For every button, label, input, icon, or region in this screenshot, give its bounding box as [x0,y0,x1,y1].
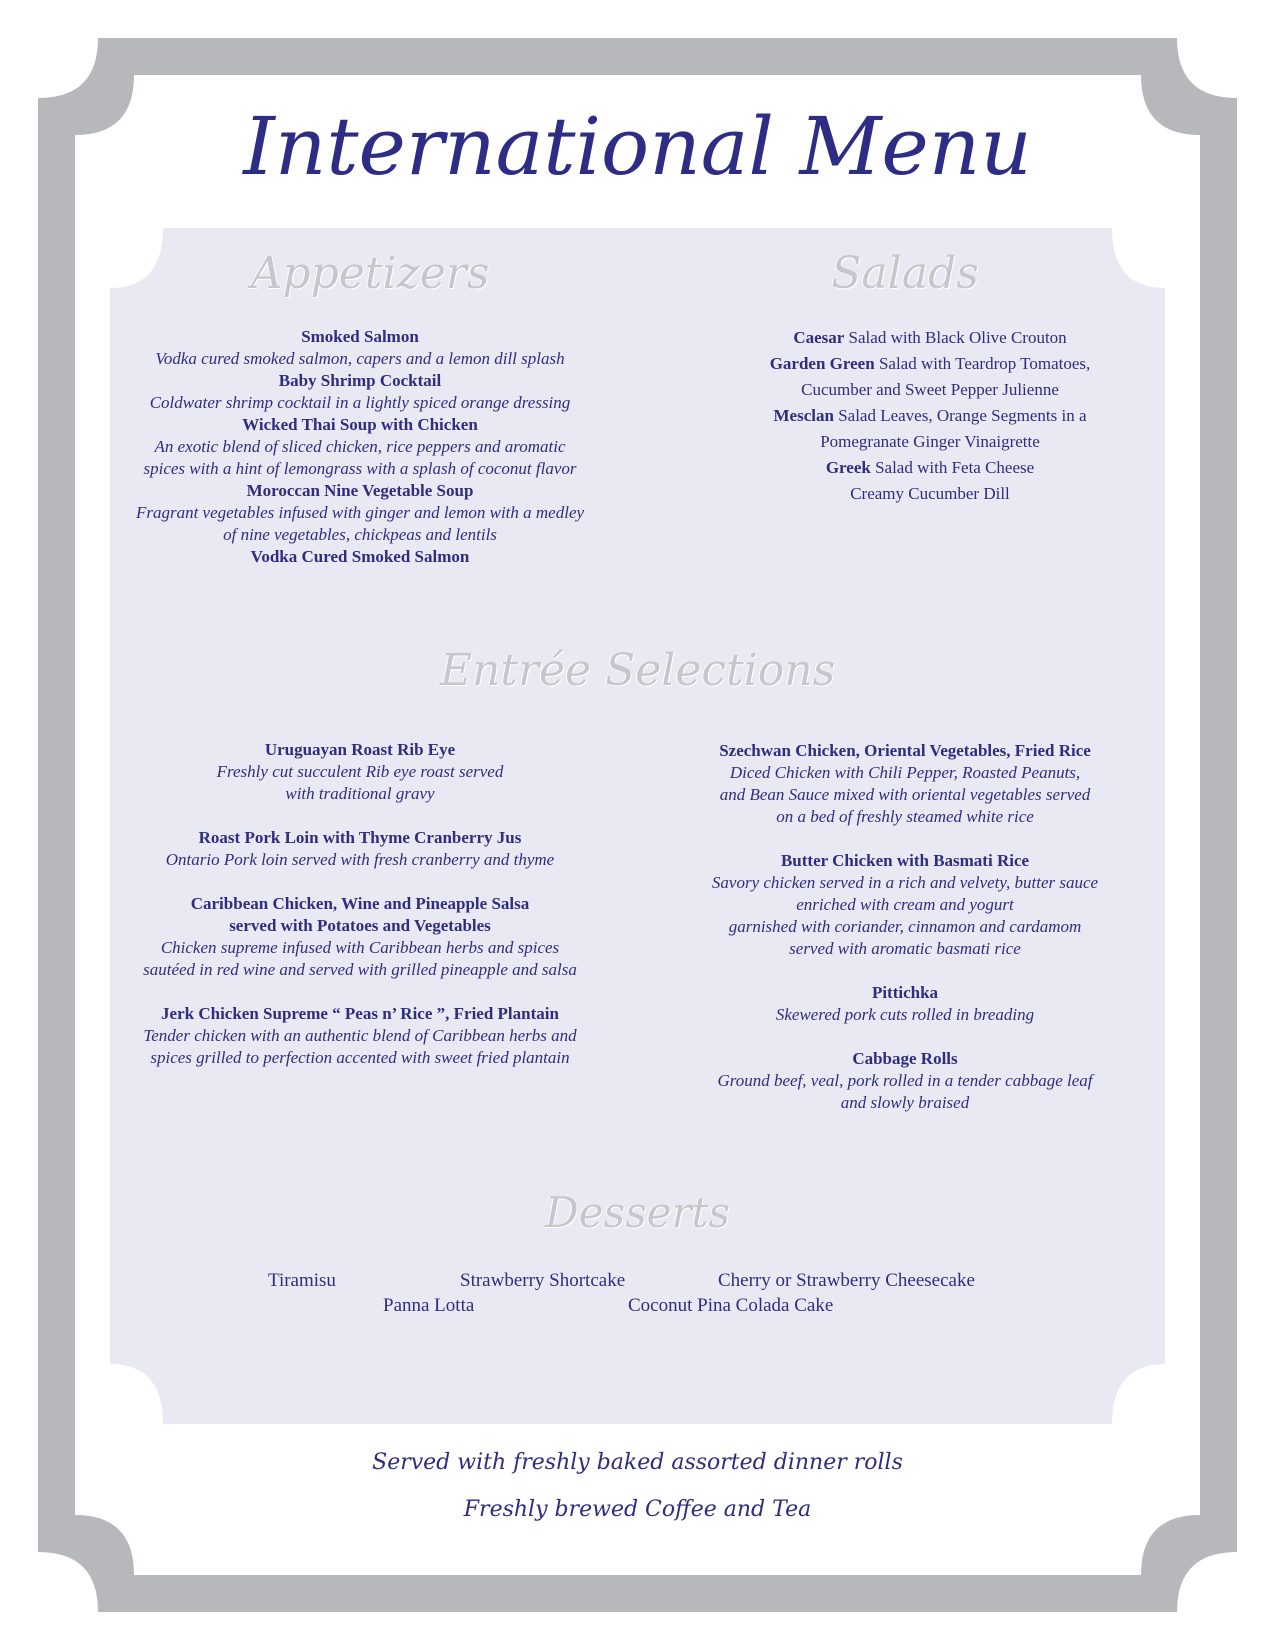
salad-description: Salad with Black Olive Crouton [844,328,1067,347]
entree-description: spices grilled to perfection accented with sweet fried plantain [150,1048,570,1067]
appetizer-name: Vodka Cured Smoked Salmon [250,547,470,566]
appetizer-description: spices with a hint of lemongrass with a splash of coconut flavor [143,459,577,478]
salad-line [670,377,1190,403]
appetizer-item [110,326,610,370]
entree-name: Pittichka [871,983,939,1002]
entree-heading: Entrée Selections [439,645,836,696]
appetizer-name: Moroccan Nine Vegetable Soup [246,481,474,500]
entree-description: Savory chicken served in a rich and velvety, butter sauce [711,873,1099,892]
salad-description: Salad with Feta Cheese [870,458,1035,477]
entree-item [110,1003,610,1069]
salad-description: Salad with Teardrop Tomatoes, [874,354,1091,373]
salad-line [670,325,1190,351]
salad-name: Mesclan [773,406,834,425]
entree-right-column [665,740,1145,1136]
salad-line [670,455,1190,481]
entree-description: Tender chicken with an authentic blend of Caribbean herbs and [143,1026,577,1045]
entree-name: Caribbean Chicken, Wine and Pineapple Salsa [190,894,530,913]
salads-list [670,325,1190,507]
salad-line [670,351,1190,377]
footer-line-coffee: Freshly brewed Coffee and Tea [463,1497,812,1522]
entree-description: with traditional gravy [285,784,435,803]
appetizer-description: Fragrant vegetables infused with ginger and lemon with a medley [135,503,585,522]
entree-description: Diced Chicken with Chili Pepper, Roasted Peanuts, [729,763,1081,782]
desserts-heading: Desserts [544,1188,730,1237]
entree-description: enriched with cream and yogurt [796,895,1014,914]
entree-name: Uruguayan Roast Rib Eye [264,740,456,759]
entree-description: Chicken supreme infused with Caribbean herbs and spices [160,938,560,957]
dessert-tiramisu: Tiramisu [268,1270,336,1291]
appetizer-description: Vodka cured smoked salmon, capers and a lemon dill splash [155,349,565,368]
entree-description: Freshly cut succulent Rib eye roast served [216,762,504,781]
appetizer-name: Smoked Salmon [301,327,419,346]
entree-description: sautéed in red wine and served with grilled pineapple and salsa [143,960,577,979]
entree-name: served with Potatoes and Vegetables [229,916,491,935]
appetizer-name: Baby Shrimp Cocktail [278,371,442,390]
appetizer-description: An exotic blend of sliced chicken, rice peppers and aromatic [154,437,566,456]
entree-description: and slowly braised [840,1093,970,1112]
appetizers-heading: Appetizers [250,248,490,299]
dessert-strawberry-shortcake: Strawberry Shortcake [460,1270,626,1291]
entree-description: on a bed of freshly steamed white rice [776,807,1034,826]
salad-line [670,481,1190,507]
entree-description: Ground beef, veal, pork rolled in a tender cabbage leaf [717,1071,1093,1090]
salad-description: Pomegranate Ginger Vinaigrette [820,432,1040,451]
entree-item [110,893,610,981]
appetizer-item [110,414,610,480]
appetizer-item [110,370,610,414]
salad-name: Greek [825,458,871,477]
salad-description: Creamy Cucumber Dill [850,484,1010,503]
appetizer-description: of nine vegetables, chickpeas and lentils [223,525,497,544]
entree-item [665,850,1145,960]
entree-name: Szechwan Chicken, Oriental Vegetables, Fried Rice [719,741,1091,760]
appetizer-description: Coldwater shrimp cocktail in a lightly spiced orange dressing [149,393,571,412]
entree-item [665,740,1145,828]
entree-description: served with aromatic basmati rice [789,939,1021,958]
menu-title: International Menu [243,100,1032,193]
appetizer-name: Wicked Thai Soup with Chicken [242,415,478,434]
salad-name: Caesar [793,328,845,347]
dessert-cheesecake: Cherry or Strawberry Cheesecake [718,1270,975,1291]
entree-name: Roast Pork Loin with Thyme Cranberry Jus [198,828,522,847]
salad-line [670,403,1190,429]
entree-name: Jerk Chicken Supreme “ Peas n’ Rice ”, Fried Plantain [161,1004,559,1023]
entree-description: Skewered pork cuts rolled in breading [775,1005,1035,1024]
salad-description: Cucumber and Sweet Pepper Julienne [801,380,1059,399]
salads-heading: Salads [831,248,979,299]
entree-item [665,1048,1145,1114]
entree-item [110,739,610,805]
entree-name: Butter Chicken with Basmati Rice [780,851,1030,870]
salad-line [670,429,1190,455]
salad-description: Salad Leaves, Orange Segments in a [833,406,1087,425]
entree-name: Cabbage Rolls [852,1049,958,1068]
appetizer-item [110,546,610,568]
entree-description: and Bean Sauce mixed with oriental vegetables served [719,785,1091,804]
salad-name: Garden Green [769,354,875,373]
dessert-panna-lotta: Panna Lotta [383,1295,475,1316]
entree-item [665,982,1145,1026]
dessert-pina-colada-cake: Coconut Pina Colada Cake [628,1295,834,1316]
appetizers-list [110,326,610,568]
entree-description: Ontario Pork loin served with fresh cranberry and thyme [165,850,555,869]
footer-line-rolls: Served with freshly baked assorted dinner rolls [372,1450,903,1475]
entree-left-column [110,739,610,1091]
entree-item [110,827,610,871]
appetizer-item [110,480,610,546]
entree-description: garnished with coriander, cinnamon and cardamom [728,917,1082,936]
